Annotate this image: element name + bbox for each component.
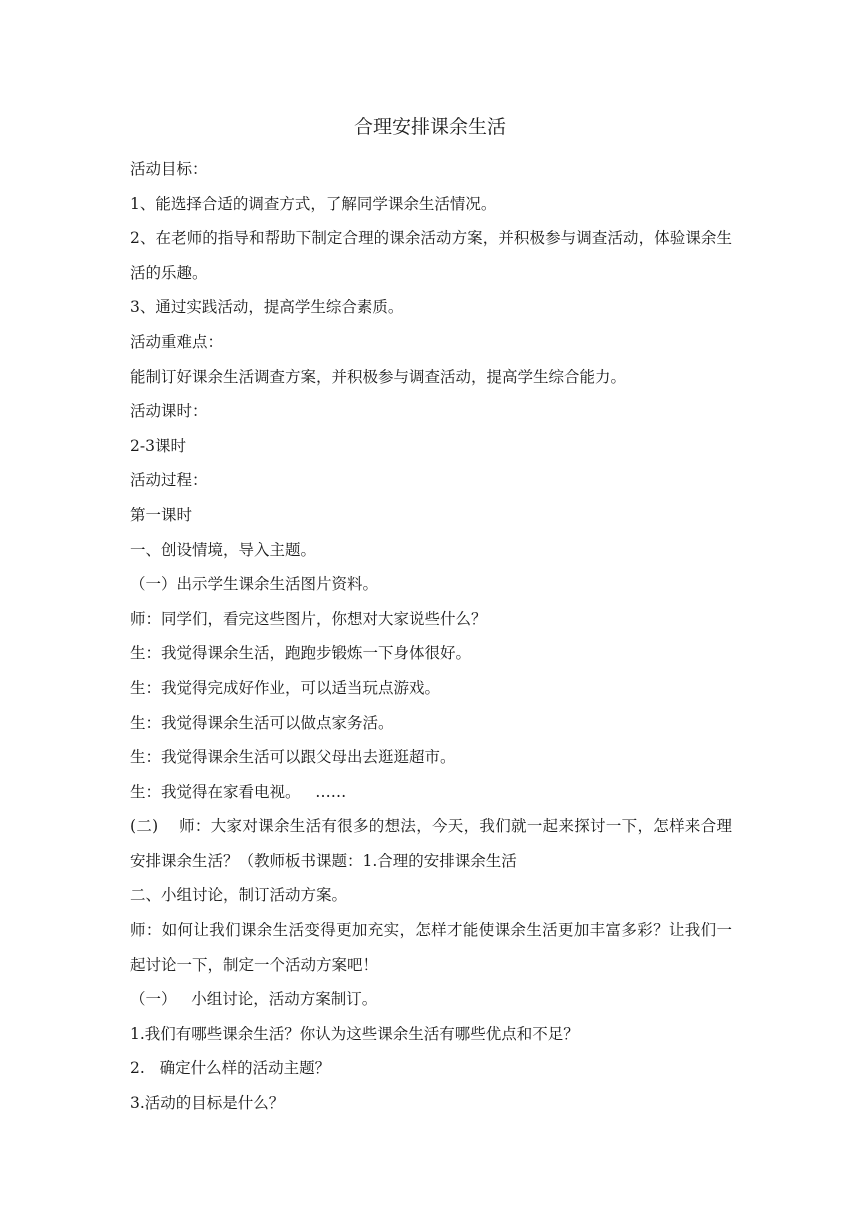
paragraph-section-1-b: (二) 师：大家对课余生活有很多的想法，今天，我们就一起来探讨一下，怎样来合理安排课余生活？（教师板书课题：1.合理的安排课余生活 (130, 817, 732, 870)
paragraph-teacher-question: 师：同学们，看完这些图片，你想对大家说些什么？ (130, 609, 487, 628)
paragraph-process-heading: 活动过程： (130, 471, 208, 490)
paragraph-class-hours: 2-3课时 (130, 436, 186, 455)
paragraph-key-points-heading: 活动重难点： (130, 332, 224, 351)
paragraph-student-answer-1: 生：我觉得课余生活，跑跑步锻炼一下身体很好。 (130, 644, 472, 663)
paragraph-section-1-a: （一）出示学生课余生活图片资料。 (130, 575, 379, 594)
paragraph-activity-goals-heading: 活动目标： (130, 160, 208, 178)
paragraph-key-points: 能制订好课余生活调查方案，并积极参与调查活动，提高学生综合能力。 (130, 367, 627, 386)
paragraph-question-3: 3.活动的目标是什么？ (130, 1094, 285, 1113)
paragraph-section-2-a: （一） 小组讨论，活动方案制订。 (130, 990, 378, 1009)
paragraph-student-answer-4: 生：我觉得课余生活可以跟父母出去逛逛超市。 (130, 748, 456, 767)
paragraph-question-1: 1.我们有哪些课余生活？你认为这些课余生活有哪些优点和不足？ (130, 1024, 579, 1043)
paragraph-class-hours-heading: 活动课时： (130, 402, 208, 421)
paragraph-first-lesson: 第一课时 (130, 505, 193, 524)
document-body (130, 152, 732, 1121)
paragraph-question-2: 2. 确定什么样的活动主题？ (130, 1059, 331, 1078)
paragraph-section-1: 一、创设情境，导入主题。 (130, 540, 317, 559)
paragraph-teacher-prompt: 师：如何让我们课余生活变得更加充实，怎样才能使课余生活更加丰富多彩？让我们一起讨论一下，制定一个活动方案吧！ (130, 921, 732, 974)
document-title: 合理安排课余生活 (353, 116, 506, 138)
paragraph-student-answer-2: 生：我觉得完成好作业，可以适当玩点游戏。 (130, 678, 441, 697)
paragraph-section-2: 二、小组讨论，制订活动方案。 (130, 886, 348, 905)
paragraph-goal-1: 1、能选择合适的调查方式，了解同学课余生活情况。 (130, 194, 497, 213)
paragraph-student-answer-5: 生：我觉得在家看电视。 …… (130, 782, 347, 801)
paragraph-student-answer-3: 生：我觉得课余生活可以做点家务活。 (130, 713, 394, 732)
paragraph-goal-3: 3、通过实践活动，提高学生综合素质。 (130, 298, 404, 317)
paragraph-goal-2: 2、在老师的指导和帮助下制定合理的课余活动方案，并积极参与调查活动，体验课余生活的乐趣。 (130, 229, 732, 282)
